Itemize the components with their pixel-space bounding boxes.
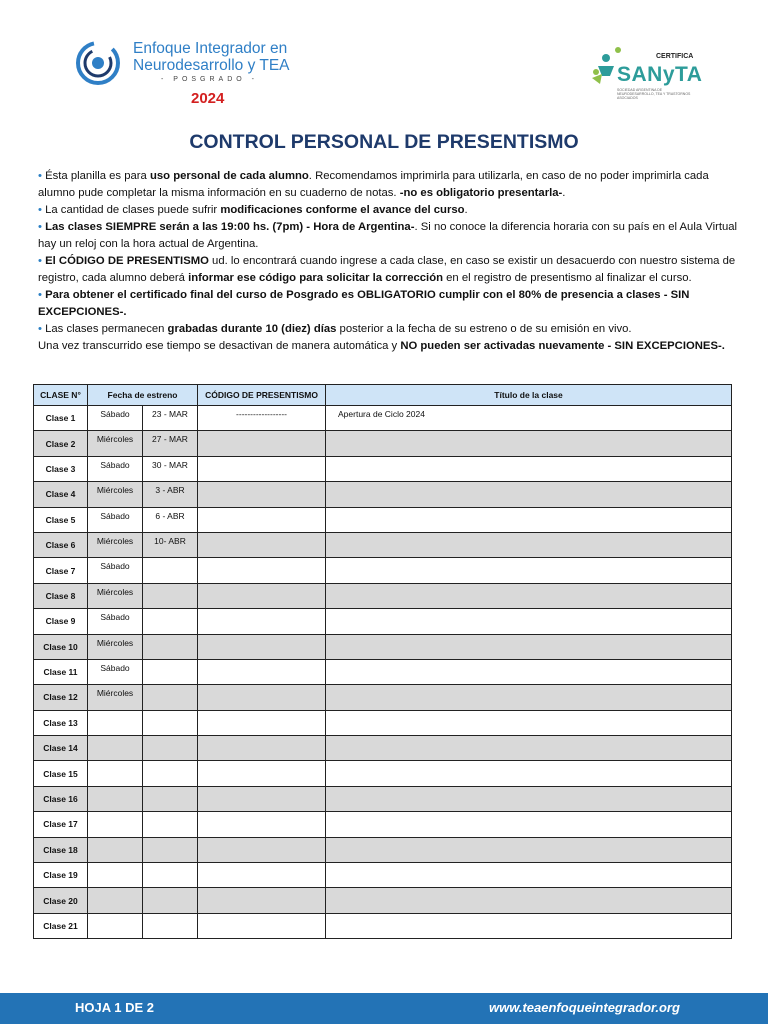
weekday-cell: Sábado: [88, 507, 143, 532]
class-title-cell[interactable]: [326, 786, 732, 811]
weekday-cell: [88, 913, 143, 938]
instruction-3: • Las clases SIEMPRE serán a las 19:00 hs. (7pm) - Hora de Argentina-. Si no conoce la diferencia horaria con su país en el Aula Virtual hay un reloj con la hora actual de Argentina.: [38, 221, 738, 250]
weekday-cell: Miércoles: [88, 532, 143, 557]
date-cell: [143, 558, 198, 583]
table-header-row: [34, 385, 732, 406]
weekday-cell: Miércoles: [88, 431, 143, 456]
table-row: [34, 761, 732, 786]
class-number-cell: Clase 15: [34, 761, 88, 786]
bullet-icon: •: [38, 204, 46, 216]
weekday-cell: Sábado: [88, 609, 143, 634]
class-title-cell[interactable]: [326, 863, 732, 888]
bullet-icon: •: [38, 323, 46, 335]
attendance-code-cell[interactable]: [198, 837, 326, 862]
weekday-cell: [88, 761, 143, 786]
class-number-cell: Clase 11: [34, 659, 88, 684]
attendance-code-cell[interactable]: [198, 736, 326, 761]
class-number-cell: Clase 6: [34, 532, 88, 557]
weekday-cell: Miércoles: [88, 685, 143, 710]
brand-line-2: Neurodesarrollo y TEA: [133, 57, 290, 74]
class-number-cell: Clase 14: [34, 736, 88, 761]
date-cell: [143, 863, 198, 888]
year-label: 2024: [191, 90, 225, 107]
class-title-cell[interactable]: [326, 609, 732, 634]
class-number-cell: Clase 7: [34, 558, 88, 583]
attendance-code-cell[interactable]: [198, 482, 326, 507]
table-row: [34, 863, 732, 888]
date-cell: [143, 634, 198, 659]
weekday-cell: [88, 736, 143, 761]
table-row: [34, 431, 732, 456]
class-number-cell: Clase 9: [34, 609, 88, 634]
table-row: [34, 736, 732, 761]
date-cell: [143, 812, 198, 837]
class-title-cell[interactable]: [326, 913, 732, 938]
table-row: [34, 583, 732, 608]
class-number-cell: Clase 1: [34, 406, 88, 431]
table-row: [34, 888, 732, 913]
certifica-label: CERTIFICA: [656, 53, 694, 60]
instruction-6: • Las clases permanecen grabadas durante 10 (diez) días posterior a la fecha de su estreno o de su emisión en vivo.: [38, 323, 632, 335]
swirl-logo-icon: [74, 40, 122, 86]
class-title-cell[interactable]: [326, 710, 732, 735]
table-row: [34, 456, 732, 481]
instruction-2: • La cantidad de clases puede sufrir modificaciones conforme el avance del curso.: [38, 204, 468, 216]
brand-subtitle: - POSGRADO -: [161, 76, 259, 83]
class-number-cell: Clase 4: [34, 482, 88, 507]
brand-name: [133, 40, 290, 86]
page-footer: [0, 993, 768, 1024]
weekday-cell: Sábado: [88, 406, 143, 431]
table-row: [34, 634, 732, 659]
class-title-cell[interactable]: [326, 532, 732, 557]
page-title: CONTROL PERSONAL DE PRESENTISMO: [189, 131, 579, 153]
weekday-cell: Sábado: [88, 456, 143, 481]
weekday-cell: Sábado: [88, 558, 143, 583]
class-title-cell[interactable]: Apertura de Ciclo 2024: [326, 406, 732, 431]
class-number-cell: Clase 8: [34, 583, 88, 608]
table-row: [34, 532, 732, 557]
weekday-cell: Sábado: [88, 659, 143, 684]
weekday-cell: [88, 863, 143, 888]
partner-logo-text: SANyTA: [617, 63, 703, 86]
date-cell: [143, 583, 198, 608]
instruction-1: • Ésta planilla es para uso personal de cada alumno. Recomendamos imprimirla para utilizarla, en caso de no poder imprimirla cada alumno pude completar la misma información en su cuaderno de notas. -no es obligatorio presentarla-.: [38, 170, 709, 199]
table-body: [34, 406, 732, 939]
class-number-cell: Clase 16: [34, 786, 88, 811]
table-row: [34, 406, 732, 431]
class-number-cell: Clase 17: [34, 812, 88, 837]
bullet-icon: •: [38, 289, 46, 301]
col-header-title: Título de la clase: [326, 385, 732, 406]
table-row: [34, 507, 732, 532]
date-cell: 6 - ABR: [143, 507, 198, 532]
table-row: [34, 837, 732, 862]
class-number-cell: Clase 19: [34, 863, 88, 888]
date-cell: [143, 736, 198, 761]
attendance-code-cell[interactable]: [198, 507, 326, 532]
col-header-date: Fecha de estreno: [88, 385, 198, 406]
instruction-5: • Para obtener el certificado final del curso de Posgrado es OBLIGATORIO cumplir con el 80% de presencia a clases - SIN EXCEPCIONES-.: [38, 289, 690, 318]
brand-line-1: Enfoque Integrador en: [133, 40, 288, 57]
class-title-cell[interactable]: [326, 812, 732, 837]
date-cell: [143, 659, 198, 684]
class-title-cell[interactable]: [326, 685, 732, 710]
date-cell: [143, 761, 198, 786]
class-number-cell: Clase 20: [34, 888, 88, 913]
class-title-cell[interactable]: [326, 456, 732, 481]
attendance-code-cell[interactable]: ------------------: [198, 406, 326, 431]
class-title-cell[interactable]: [326, 888, 732, 913]
table-row: [34, 659, 732, 684]
class-number-cell: Clase 2: [34, 431, 88, 456]
attendance-code-cell[interactable]: [198, 609, 326, 634]
class-number-cell: Clase 12: [34, 685, 88, 710]
col-header-class: CLASE N°: [34, 385, 88, 406]
attendance-code-cell[interactable]: [198, 786, 326, 811]
date-cell: [143, 609, 198, 634]
date-cell: [143, 913, 198, 938]
weekday-cell: Miércoles: [88, 482, 143, 507]
class-number-cell: Clase 3: [34, 456, 88, 481]
col-header-code: CÓDIGO DE PRESENTISMO: [198, 385, 326, 406]
date-cell: 30 - MAR: [143, 456, 198, 481]
date-cell: [143, 888, 198, 913]
class-title-cell[interactable]: [326, 736, 732, 761]
attendance-code-cell[interactable]: [198, 634, 326, 659]
page-header: [0, 0, 768, 120]
weekday-cell: [88, 786, 143, 811]
class-title-cell[interactable]: [326, 507, 732, 532]
instruction-4: • El CÓDIGO DE PRESENTISMO ud. lo encontrará cuando ingrese a cada clase, en caso se existir un desacuerdo con nuestro sistema de registro, cada alumno deberá informar ese código para solicitar la corrección en el registro de presentismo al finalizar el curso.: [38, 255, 736, 284]
weekday-cell: [88, 888, 143, 913]
attendance-code-cell[interactable]: [198, 558, 326, 583]
table-row: [34, 609, 732, 634]
date-cell: 27 - MAR: [143, 431, 198, 456]
class-title-cell[interactable]: [326, 659, 732, 684]
weekday-cell: [88, 837, 143, 862]
class-title-cell[interactable]: [326, 583, 732, 608]
weekday-cell: Miércoles: [88, 583, 143, 608]
table-row: [34, 710, 732, 735]
date-cell: 23 - MAR: [143, 406, 198, 431]
weekday-cell: [88, 710, 143, 735]
attendance-code-cell[interactable]: [198, 431, 326, 456]
table-row: [34, 482, 732, 507]
date-cell: [143, 837, 198, 862]
class-title-cell[interactable]: [326, 634, 732, 659]
class-number-cell: Clase 13: [34, 710, 88, 735]
attendance-code-cell[interactable]: [198, 659, 326, 684]
class-number-cell: Clase 5: [34, 507, 88, 532]
attendance-table: [33, 384, 732, 939]
class-number-cell: Clase 21: [34, 913, 88, 938]
table-row: [34, 786, 732, 811]
date-cell: [143, 710, 198, 735]
attendance-code-cell[interactable]: [198, 913, 326, 938]
bullet-icon: •: [38, 170, 46, 182]
attendance-code-cell[interactable]: [198, 532, 326, 557]
attendance-code-cell[interactable]: [198, 812, 326, 837]
class-title-cell[interactable]: [326, 558, 732, 583]
class-title-cell[interactable]: [326, 761, 732, 786]
partner-subtitle: SOCIEDAD ARGENTINA DE NEURODESARROLLO, TEA Y TRASTORNOS ASOCIADOS: [617, 88, 691, 100]
class-title-cell[interactable]: [326, 482, 732, 507]
date-cell: [143, 786, 198, 811]
bullet-icon: •: [38, 255, 46, 267]
table-row: [34, 685, 732, 710]
table-row: [34, 558, 732, 583]
class-title-cell[interactable]: [326, 837, 732, 862]
bullet-icon: •: [38, 221, 46, 233]
instructions: [38, 168, 738, 355]
class-number-cell: Clase 18: [34, 837, 88, 862]
date-cell: 3 - ABR: [143, 482, 198, 507]
page-indicator: HOJA 1 DE 2: [75, 1000, 154, 1015]
table-row: [34, 812, 732, 837]
attendance-code-cell[interactable]: [198, 863, 326, 888]
class-number-cell: Clase 10: [34, 634, 88, 659]
class-title-cell[interactable]: [326, 431, 732, 456]
attendance-code-cell[interactable]: [198, 888, 326, 913]
attendance-code-cell[interactable]: [198, 583, 326, 608]
date-cell: [143, 685, 198, 710]
instruction-7: Una vez transcurrido ese tiempo se desactivan de manera automática y NO pueden ser activadas nuevamente - SIN EXCEPCIONES-.: [38, 340, 725, 352]
table-row: [34, 913, 732, 938]
attendance-code-cell[interactable]: [198, 761, 326, 786]
weekday-cell: Miércoles: [88, 634, 143, 659]
website-link[interactable]: www.teaenfoqueintegrador.org: [489, 1000, 680, 1015]
attendance-code-cell[interactable]: [198, 456, 326, 481]
date-cell: 10- ABR: [143, 532, 198, 557]
attendance-code-cell[interactable]: [198, 710, 326, 735]
attendance-code-cell[interactable]: [198, 685, 326, 710]
weekday-cell: [88, 812, 143, 837]
